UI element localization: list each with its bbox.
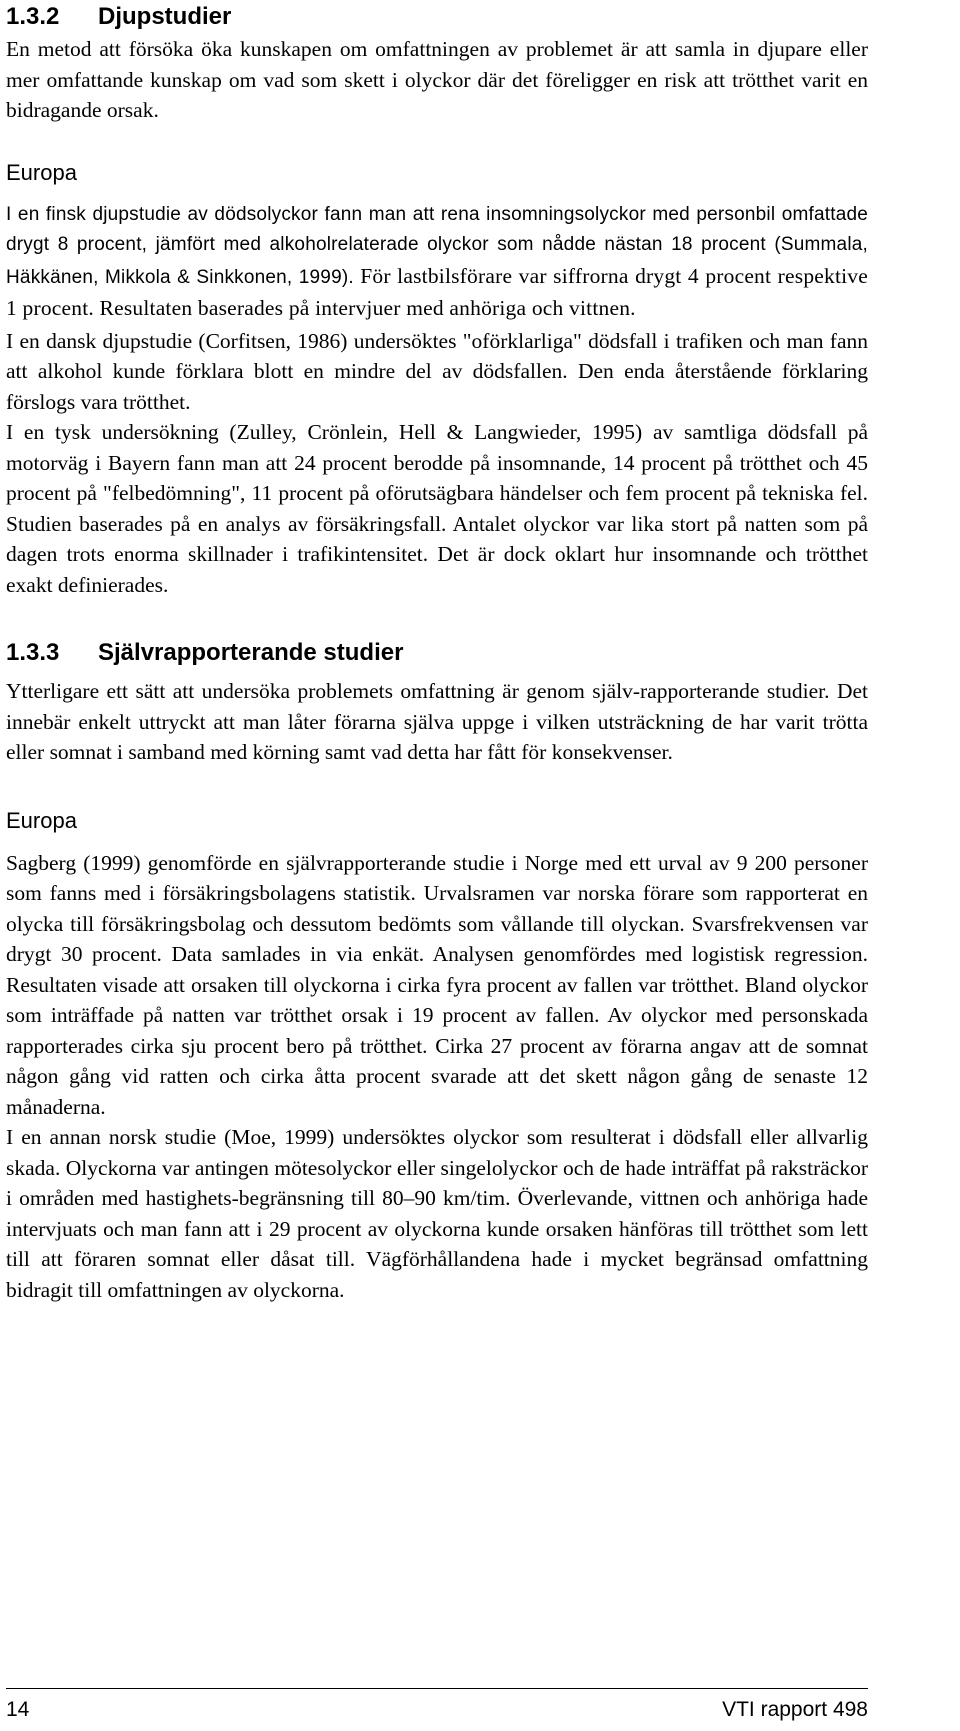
page-number: 14 xyxy=(6,1698,30,1721)
paragraph: Sagberg (1999) genomförde en självrapporterande studie i Norge med ett urval av 9 200 personer som fanns med i försäkringsbolagens statistik. Urvalsramen var norska förare som rapporterat en olycka till försäkringsbolag och dessutom bedömts som vållande till olyckan. Svarsfrekvensen var drygt 30 procent. Data samlades in via enkät. Analysen genomfördes med logistisk regression. Resultaten visade att orsaken till olyckorna i cirka fyra procent av fallen var trötthet. Bland olyckor som inträffade på natten var trötthet orsak i 19 procent av fallen. Av olyckor med personskada rapporterades cirka sju procent bero på trötthet. Cirka 27 procent av förarna angav att de somnat någon gång vid ratten och cirka åtta procent svarade att det skett någon gång de senaste 12 månaderna. xyxy=(6,850,868,1119)
paragraph: I en dansk djupstudie (Corfitsen, 1986) undersöktes "oförklarliga" dödsfall i trafiken och man fann att alkohol kunde förklara blott en mindre del av dödsfallen. Den enda återstående förklaring förslogs vara trötthet. xyxy=(6,328,868,414)
section-number: 1.3.2 xyxy=(6,3,60,30)
region-subheading: Europa xyxy=(6,807,77,833)
section-number: 1.3.3 xyxy=(6,639,60,666)
section-heading xyxy=(6,638,868,668)
report-label: VTI rapport 498 xyxy=(722,1698,868,1721)
paragraph: En metod att försöka öka kunskapen om omfattningen av problemet är att samla in djupare eller mer omfattande kunskap om vad som skett i olyckor där det föreligger en risk att trötthet varit en bidragande orsak. xyxy=(6,37,868,122)
region-subheading: Europa xyxy=(6,159,77,185)
section-heading xyxy=(6,2,868,32)
paragraph-text: För lastbilsförare var siffrorna drygt 4 procent respektive 1 procent. Resultaten baserades på intervjuer med anhöriga och vittnen. xyxy=(6,263,868,320)
paragraph: I en annan norsk studie (Moe, 1999) undersöktes olyckor som resulterat i dödsfall eller allvarlig skada. Olyckorna var antingen mötesolyckor eller singelolyckor och de hade inträffat på raksträckor i områden med hastighets-begränsning till 80–90 km/tim. Överlevande, vittnen och anhöriga hade intervjuats och man fann att i 29 procent av olyckorna kunde orsaken hänföras till trötthet som lett till att föraren somnat eller dåsat till. Vägförhållandena hade i mycket begränsad omfattning bidragit till omfattningen av olyckorna. xyxy=(6,1125,868,1302)
paragraph-text: I en finsk djupstudie av dödsolyckor fann man att rena insomningsolyckor med personbil omfattade drygt 8 procent, jämfört med alkoholrelaterade olyckor som nådde nästan 18 procent (Summala, Häkkänen, Mikkola & Sinkkonen, 1999). xyxy=(6,203,868,288)
document-page xyxy=(6,0,868,1305)
footer-divider xyxy=(6,1688,868,1689)
paragraph: I en tysk undersökning (Zulley, Crönlein, Hell & Langwieder, 1995) av samtliga dödsfall på motorväg i Bayern fann man att 24 procent berodde på insomnande, 14 procent på trötthet och 45 procent på "felbedömning", 11 procent på oförutsägbara händelser och fem procent på tekniska fel. Studien baserades på en analys av försäkringsfall. Antalet olyckor var lika stort på natten som på dagen trots enorma skillnader i trafikintensitet. Det är dock oklart hur insomnande och trötthet exakt definierades. xyxy=(6,420,868,597)
section-title: Självrapporterande studier xyxy=(98,639,404,666)
section-title: Djupstudier xyxy=(98,3,232,30)
paragraph xyxy=(6,200,868,326)
paragraph: Ytterligare ett sätt att undersöka problemets omfattning är genom själv-rapporterande studier. Det innebär enkelt uttryckt att man låter förarna själva uppge i vilken utsträckning de har varit trötta eller somnat i samband med körning samt vad detta har fått för konsekvenser. xyxy=(6,679,868,764)
